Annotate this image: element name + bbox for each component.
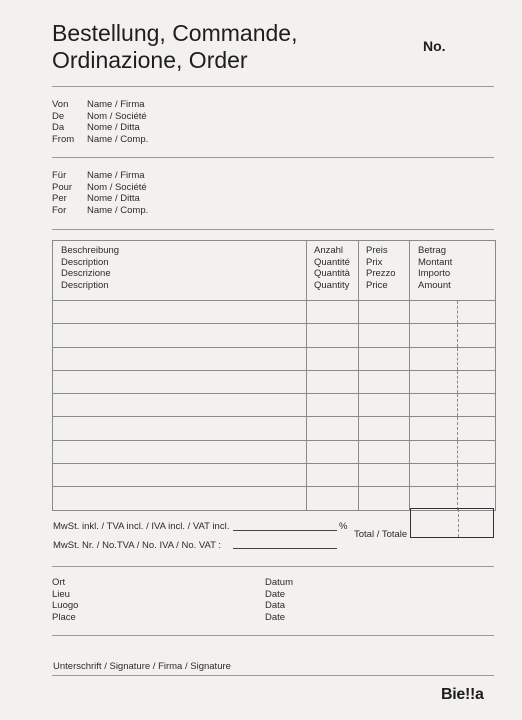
header-line: Beschreibung [61,245,120,256]
description-cell[interactable] [53,324,307,347]
from-label-en: From [52,134,75,146]
table-row [53,417,496,440]
table-header-row [53,241,496,301]
divider [52,229,494,230]
description-cell[interactable] [53,370,307,393]
quantity-cell[interactable] [307,440,359,463]
table-row [53,370,496,393]
signature-label: Unterschrift / Signature / Firma / Signature [53,661,231,672]
header-line: Betrag [418,245,446,256]
to-label-de: Für [52,170,67,181]
quantity-cell[interactable] [307,324,359,347]
amount-cell[interactable] [410,324,496,347]
amount-cell[interactable] [410,394,496,417]
divider [52,86,494,87]
price-cell[interactable] [359,347,410,370]
amount-cell[interactable] [410,417,496,440]
vat-incl-field[interactable] [233,530,337,531]
column-header-amount [410,241,496,301]
quantity-cell[interactable] [307,394,359,417]
from-value-fr[interactable]: Nom / Société [87,110,147,122]
to-value-en[interactable]: Name / Comp. [87,205,149,217]
title-line-2: Ordinazione, Order [52,47,248,73]
date-label-de: Datum [265,577,293,588]
header-line: Description [61,256,109,268]
table-row [53,347,496,370]
from-label-fr: De [52,110,65,122]
price-cell[interactable] [359,464,410,487]
header-line: Price [366,280,388,292]
amount-cell[interactable] [410,301,496,324]
divider [52,566,494,567]
header-line: Prix [366,256,383,268]
header-line: Quantity [314,280,350,292]
description-cell[interactable] [53,417,307,440]
total-amount-box[interactable] [410,508,494,538]
signature-line[interactable] [52,675,494,676]
quantity-cell[interactable] [307,464,359,487]
description-cell[interactable] [53,464,307,487]
header-line: Amount [418,280,451,292]
amount-cell[interactable] [410,370,496,393]
vat-number-label: MwSt. Nr. / No.TVA / No. IVA / No. VAT : [53,540,222,551]
description-cell[interactable] [53,347,307,370]
from-value-de[interactable]: Name / Firma [87,99,145,110]
to-label-fr: Pour [52,181,73,193]
header-line: Prezzo [366,268,396,280]
place-label-fr: Lieu [52,588,70,600]
order-number-label: No. [423,38,446,54]
column-header-price [359,241,410,301]
description-cell[interactable] [53,394,307,417]
order-items-table [52,240,496,511]
to-block [52,170,252,218]
price-cell[interactable] [359,301,410,324]
column-header-description [53,241,307,301]
price-cell[interactable] [359,324,410,347]
title-line-1: Bestellung, Commande, [52,20,298,46]
from-value-en[interactable]: Name / Comp. [87,134,149,146]
biella-logo: Bie!!a [441,686,484,703]
description-cell[interactable] [53,301,307,324]
header-line: Quantité [314,256,350,268]
table-row [53,440,496,463]
to-label-en: For [52,205,67,217]
table-row [53,301,496,324]
table-row [53,464,496,487]
price-cell[interactable] [359,394,410,417]
to-value-it[interactable]: Nome / Ditta [87,193,140,205]
table-row [53,394,496,417]
header-line: Montant [418,256,453,268]
price-cell[interactable] [359,440,410,463]
header-line: Quantità [314,268,350,280]
to-value-fr[interactable]: Nom / Société [87,181,147,193]
quantity-cell[interactable] [307,301,359,324]
price-cell[interactable] [359,417,410,440]
price-cell[interactable] [359,370,410,393]
place-labels [52,577,78,624]
form-title [52,20,297,74]
quantity-cell[interactable] [307,347,359,370]
date-label-fr: Date [265,588,286,600]
amount-cell[interactable] [410,464,496,487]
amount-cell[interactable] [410,487,496,510]
description-cell[interactable] [53,440,307,463]
date-labels [265,577,293,624]
amount-cell[interactable] [410,440,496,463]
total-label: Total / Totale [354,529,408,540]
from-label-de: Von [52,99,69,110]
header-line: Anzahl [314,245,344,256]
description-cell[interactable] [53,487,307,510]
to-label-it: Per [52,193,67,205]
quantity-cell[interactable] [307,417,359,440]
quantity-cell[interactable] [307,370,359,393]
quantity-cell[interactable] [307,487,359,510]
divider [52,635,494,636]
header-line: Importo [418,268,451,280]
vat-number-field[interactable] [233,548,337,549]
from-block [52,99,252,147]
to-value-de[interactable]: Name / Firma [87,170,145,181]
vat-incl-label: MwSt. inkl. / TVA incl. / IVA incl. / VAT incl. [53,521,230,532]
table-row [53,324,496,347]
divider [52,157,494,158]
place-label-en: Place [52,612,76,624]
date-label-en: Date [265,612,286,624]
from-label-it: Da [52,122,65,134]
column-header-quantity [307,241,359,301]
header-line: Preis [366,245,388,256]
price-cell[interactable] [359,487,410,510]
table-row [53,487,496,510]
percent-sign: % [339,521,348,532]
from-value-it[interactable]: Nome / Ditta [87,122,140,134]
header-line: Descrizione [61,268,111,280]
place-label-it: Luogo [52,600,79,612]
date-label-it: Data [265,600,286,612]
place-label-de: Ort [52,577,66,588]
header-line: Description [61,280,109,292]
amount-cell[interactable] [410,347,496,370]
